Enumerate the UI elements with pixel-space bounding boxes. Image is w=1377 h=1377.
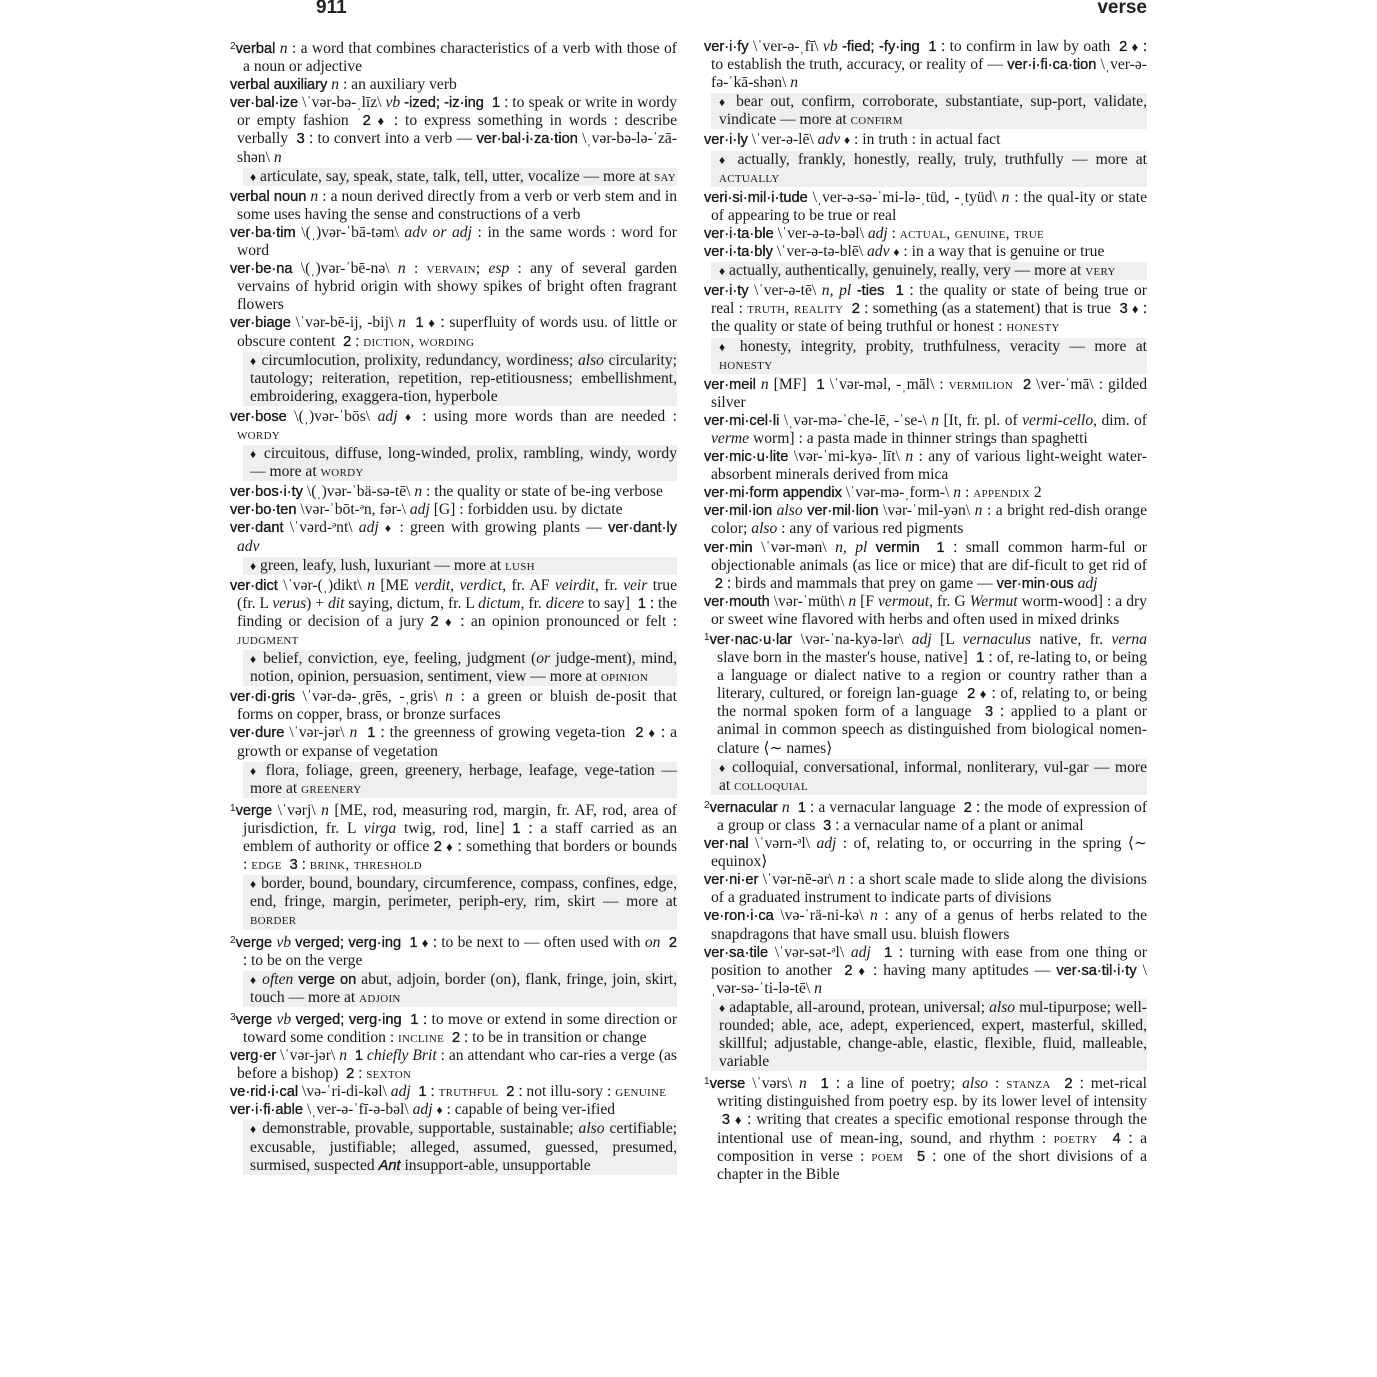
definition: \ˈver-ə-lē\ adv ♦ : in truth : in actual fact bbox=[747, 131, 1001, 149]
dictionary-entry-verily bbox=[704, 131, 1147, 149]
headword: veri·si·mil·i·tude bbox=[704, 189, 808, 206]
headword: ver·bo·ten bbox=[230, 502, 297, 519]
dictionary-entry-verge-2 bbox=[230, 932, 677, 970]
homograph-number: 2 bbox=[230, 41, 236, 52]
dictionary-entry-verbosity bbox=[230, 483, 677, 501]
headword: ver·ni·er bbox=[704, 872, 759, 889]
dictionary-entry-verifiable bbox=[230, 1101, 677, 1119]
homograph-number: 1 bbox=[704, 1076, 710, 1088]
headword: ver·dure bbox=[230, 725, 285, 742]
headword: ver·mouth bbox=[704, 593, 770, 610]
definition: \vər-ˈbōt-ᵊn, fər-\ adj [G] : forbidden usu. by dictate bbox=[296, 501, 623, 519]
headword: ver·be·na bbox=[230, 261, 293, 278]
headword: ver·bal·ize bbox=[230, 95, 299, 112]
headword: ver·i·ta·ble bbox=[704, 225, 774, 242]
synonym-box: ♦ colloquial, conversational, informal, nonliterary, vul-gar — more at colloquial bbox=[711, 759, 1147, 795]
headword: verbal auxiliary bbox=[230, 77, 328, 94]
page-header bbox=[0, 0, 1377, 30]
synonym-box: ♦ border, bound, boundary, circumference, compass, confines, edge, end, fringe, margin, perimeter, periph-ery, rim, skirt — more at border bbox=[243, 875, 677, 929]
definition: \ˈvər-(ˌ)dikt\ n [ME verdit, verdict, fr. AF veirdit, fr. veir true (fr. L verus) + dit saying, dictum, fr. L dictum, fr. dicere to say] 1 : the finding or decision of a jury 2 ♦ : an opinion pronounced or felt : judgment bbox=[237, 576, 677, 648]
dictionary-entry-verbiage bbox=[230, 314, 677, 350]
dictionary-entry-verbalize bbox=[230, 94, 677, 166]
headword: verge bbox=[235, 802, 273, 819]
synonym-box: ♦ belief, conviction, eye, feeling, judgment (or judge-ment), mind, notion, opinion, persuasion, sentiment, view — more at opinion bbox=[243, 650, 677, 686]
dictionary-entry-vermiform-appendix bbox=[704, 484, 1147, 502]
synonym-box: ♦ adaptable, all-around, protean, universal; also mul-tipurpose; well-rounded; able, ace, adept, experienced, expert, masterful, skilled, skillful; adjustable, change-able, elastic, flexible, fluid, malleable, variable bbox=[711, 999, 1147, 1071]
headword: ver·mi·form appendix bbox=[704, 485, 842, 502]
definition: \ˌver-ə-sə-ˈmi-lə-ˌtüd, -ˌtyüd\ n : the qual-ity or state of appearing to be true or real bbox=[711, 188, 1147, 224]
dictionary-entry-vernacular-2 bbox=[704, 797, 1147, 835]
definition: n : a word that combines characteristics of a verb with those of a noun or adjective bbox=[243, 40, 677, 76]
definition: \ˈvər-də-ˌgrēs, -ˌgris\ n : a green or bluish de-posit that forms on copper, brass, or bronze surfaces bbox=[237, 688, 677, 724]
definition: \ˈvər-bē-ij, -bij\ n 1 ♦ : superfluity of words usu. of little or obscure content 2 : diction, wording bbox=[237, 314, 677, 350]
synonym-box: ♦ often verge on abut, adjoin, border (on), flank, fringe, join, skirt, touch — more at adjoin bbox=[243, 971, 677, 1007]
dictionary-entry-veritable bbox=[704, 225, 1147, 243]
dictionary-entry-verify bbox=[704, 38, 1147, 92]
synonym-box: ♦ circumlocution, prolixity, redundancy, wordiness; also circularity; tautology; reiteration, repetition, rep-etitiousness; embellishment, embroidering, exaggera-tion, hyperbole bbox=[243, 352, 677, 406]
dictionary-entry-verboten bbox=[230, 501, 677, 519]
definition: \ˈvər-sət-ᵊl\ adj 1 : turning with ease from one thing or position to another 2 ♦ : having many aptitudes — ver·sa·til·i·ty \ˌvər-sə-ˈti-lə-tē\ n bbox=[711, 943, 1148, 997]
definition: vb verged; verg·ing 1 ♦ : to be next to — often used with on 2 : to be on the verge bbox=[243, 933, 678, 969]
definition: \(ˌ)vər-ˈbōs\ adj ♦ : using more words than are needed : wordy bbox=[237, 407, 678, 443]
headword: ver·meil bbox=[704, 376, 756, 393]
headword: ver·i·ly bbox=[704, 132, 748, 149]
synonym-box: ♦ actually, authentically, genuinely, really, very — more at very bbox=[711, 262, 1147, 280]
synonym-box: ♦ circuitous, diffuse, long-winded, prolix, rambling, windy, wordy — more at wordy bbox=[243, 445, 677, 481]
dictionary-entry-verbose bbox=[230, 408, 677, 444]
headword: ver·i·ta·bly bbox=[704, 244, 773, 261]
dictionary-entry-verity bbox=[704, 282, 1147, 336]
definition: \(ˌ)vər-ˈbä-sə-tē\ n : the quality or state of be-ing verbose bbox=[302, 483, 663, 501]
definition: \(ˌ)vər-ˈbā-təm\ adv or adj : in the same words : word for word bbox=[237, 223, 677, 260]
dictionary-entry-verge-3 bbox=[230, 1009, 677, 1047]
definition: \ˈvərs\ n 1 : a line of poetry; also : stanza 2 : met-rical writing distinguished from poetry esp. by its lower level of intensity 3 ♦ : writing that creates a specific emotional response through the intentional use of mean-ing, sound, and rhythm : poetry 4 : a composition in verse : poem 5 : one of the short divisions of a chapter in the Bible bbox=[717, 1075, 1147, 1183]
definition: \ˈvər-bə-ˌlīz\ vb -ized; -iz·ing 1 : to speak or write in wordy or empty fashion 2 ♦ : to express something in words : describe verbally 3 : to convert into a verb — ver·bal·i·za·tion \ˌvər-bə-lə-ˈzā-shən\ n bbox=[237, 94, 678, 166]
definition: \ˈver-ə-tə-blē\ adv ♦ : in a way that is genuine or true bbox=[772, 243, 1105, 261]
definition: \ˈvər-mən\ n, pl vermin 1 : small common harm-ful or objectionable animals (as lice or mice) that are dif-ficult to get rid of 2 : birds and mammals that prey on game — ver·min·ous adj bbox=[711, 538, 1147, 592]
synonym-box: ♦ flora, foliage, green, greenery, herbage, leafage, vege-tation — more at greenery bbox=[243, 762, 677, 798]
headword: ve·rid·i·cal bbox=[230, 1084, 299, 1101]
dictionary-entry-vernier bbox=[704, 871, 1147, 907]
dictionary-entry-vermiculite bbox=[704, 448, 1147, 484]
dictionary-entry-veridical bbox=[230, 1083, 677, 1101]
dictionary-entry-verdant bbox=[230, 519, 677, 555]
definition: n : a noun derived directly from a verb or verb stem and in some uses having the sense and constructions of a verb bbox=[237, 187, 677, 223]
headword: ve·ron·i·ca bbox=[704, 908, 774, 925]
dictionary-entry-veronica bbox=[704, 907, 1147, 943]
homograph-number: 1 bbox=[704, 632, 710, 643]
headword: ver·mil·ion bbox=[704, 503, 773, 520]
synonym-box: ♦ green, leafy, lush, luxuriant — more at lush bbox=[243, 557, 677, 575]
dictionary-entry-vermouth bbox=[704, 593, 1147, 629]
definition: \ˈvər-jər\ n 1 : the greenness of growing vegeta-tion 2 ♦ : a growth or expanse of vegetation bbox=[237, 724, 677, 760]
dictionary-entry-verdigris bbox=[230, 688, 677, 724]
dictionary-entry-verbal-2 bbox=[230, 38, 677, 76]
dictionary-entry-verisimilitude bbox=[704, 189, 1147, 225]
synonym-box: ♦ demonstrable, provable, supportable, sustainable; also certifiable; excusable, justifiable; alleged, assumed, guessed, presumed, surmised, suspected Ant insupport-able, unsupportable bbox=[243, 1120, 677, 1174]
dictionary-entry-verger bbox=[230, 1047, 677, 1083]
homograph-number: 1 bbox=[230, 802, 236, 814]
left-column bbox=[230, 38, 677, 1177]
headword: ver·bos·i·ty bbox=[230, 484, 303, 501]
headword: ver·ba·tim bbox=[230, 224, 296, 241]
definition: \vər-ˈmüth\ n [F vermout, fr. G Wermut worm-wood] : a dry or sweet wine flavored with herbs and often used in mixed drinks bbox=[711, 592, 1147, 628]
dictionary-entry-verdict bbox=[230, 577, 677, 649]
dictionary-entry-veritably bbox=[704, 243, 1147, 261]
headword: vernacular bbox=[709, 799, 778, 816]
dictionary-entry-verbena bbox=[230, 260, 677, 314]
dictionary-entry-vermicelli bbox=[704, 412, 1147, 448]
headword: verge bbox=[235, 934, 273, 951]
headword: ver·mic·u·lite bbox=[704, 449, 789, 466]
dictionary-entry-verse-1 bbox=[704, 1073, 1147, 1184]
headword: ver·nal bbox=[704, 836, 749, 853]
synonym-box: ♦ bear out, confirm, corroborate, substantiate, sup-port, validate, vindicate — more at confirm bbox=[711, 93, 1147, 129]
headword: ver·i·fi·able bbox=[230, 1102, 303, 1119]
dictionary-entry-vermeil bbox=[704, 376, 1147, 412]
dictionary-entry-verge-1 bbox=[230, 800, 677, 874]
dictionary-entry-verbatim bbox=[230, 224, 677, 260]
headword: verbal bbox=[235, 41, 276, 57]
homograph-number: 3 bbox=[230, 1011, 236, 1023]
definition: \ˈvərd-ᵊnt\ adj ♦ : green with growing plants — ver·dant·ly adv bbox=[237, 519, 678, 555]
definition: vb verged; verg·ing 1 : to move or extend in some direction or toward some condition : incline 2 : to be in transition or change bbox=[243, 1010, 678, 1046]
definition: \ˈvər-nē-ər\ n : a short scale made to slide along the divisions of a graduated instrument to indicate parts of divisions bbox=[711, 871, 1147, 907]
headword: ver·i·ty bbox=[704, 283, 749, 300]
definition: n 1 : a vernacular language 2 : the mode of expression of a group or class 3 : a vernacular name of a plant or animal bbox=[717, 798, 1148, 834]
guide-word: verse bbox=[1097, 0, 1147, 18]
synonym-box: ♦ actually, frankly, honestly, really, truly, truthfully — more at actually bbox=[711, 151, 1147, 187]
page-number: 911 bbox=[316, 0, 347, 18]
headword: ver·biage bbox=[230, 315, 291, 332]
definition: \(ˌ)vər-ˈbē-nə\ n : vervain; esp : any of several garden vervains of hybrid origin with showy spikes of bright often fragrant flowers bbox=[237, 260, 678, 314]
definition: \ˈver-ə-tē\ n, pl -ties 1 : the quality or state of being true or real : truth, reality 2 : something (as a statement) that is true 3 ♦ : the quality or state of being truthful or honest : honesty bbox=[711, 282, 1148, 336]
dictionary-entry-verdure bbox=[230, 724, 677, 760]
headword: ver·i·fy bbox=[704, 39, 749, 55]
headword: ver·bose bbox=[230, 408, 287, 425]
definition: \ˈvər-mə-ˌform-\ n : appendix 2 bbox=[841, 484, 1042, 502]
definition: n [MF] 1 \ˈvər-məl, -ˌmāl\ : vermilion 2 \ver-ˈmā\ : gilded silver bbox=[711, 375, 1147, 411]
headword: ver·dict bbox=[230, 577, 278, 594]
right-column bbox=[704, 38, 1147, 1184]
headword: ver·nac·u·lar bbox=[709, 632, 793, 648]
dictionary-entry-versatile bbox=[704, 944, 1147, 998]
headword: verbal noun bbox=[230, 188, 307, 205]
headword: verse bbox=[709, 1076, 746, 1093]
dictionary-entry-vermin bbox=[704, 539, 1147, 593]
definition: \vər-ˈmi-kyə-ˌlīt\ n : any of various light-weight water-absorbent minerals derived from mica bbox=[711, 448, 1147, 484]
synonym-box: ♦ articulate, say, speak, state, talk, tell, utter, vocalize — more at say bbox=[243, 168, 677, 186]
definition: also ver·mil·lion \vər-ˈmil-yən\ n : a bright red-dish orange color; also : any of various red pigments bbox=[711, 502, 1148, 538]
definition: \ˈver-ə-tə-bəl\ adj : actual, genuine, true bbox=[773, 224, 1044, 242]
definition: \ˈvərj\ n [ME, rod, measuring rod, margin, fr. AF, rod, area of jurisdiction, fr. L virga twig, rod, line] 1 : a staff carried as an emblem of authority or office 2 ♦ : something that borders or bounds : edge 3 : brink, threshold bbox=[243, 801, 678, 874]
headword: ver·mi·cel·li bbox=[704, 412, 780, 429]
homograph-number: 2 bbox=[230, 934, 236, 946]
definition: \vər-ˈna-kyə-lər\ adj [L vernaculus native, fr. verna slave born in the master's house, native] 1 : of, re-lating to, or being a language or dialect native to a region or country rather than a literary, cultured, or foreign lan-guage 2 ♦ : of, relating to, or being the normal spoken form of a language 3 : applied to a plant or animal in common speech as distinguished from biological nomen-clature ⟨∼ names⟩ bbox=[717, 631, 1148, 757]
definition: \ˌver-ə-ˈfī-ə-bəl\ adj ♦ : capable of being ver-ified bbox=[302, 1101, 616, 1119]
definition: n : an auxiliary verb bbox=[331, 76, 457, 94]
headword: ver·di·gris bbox=[230, 689, 295, 706]
definition: \ˈver-ə-ˌfī\ vb -fied; -fy·ing 1 : to confirm in law by oath 2 ♦ : to establish the truth, accuracy, or reality of — ver·i·fi·ca·tion \ˌver-ə-fə-ˈkā-shən\ n bbox=[711, 38, 1148, 92]
dictionary-entry-verbal-noun bbox=[230, 188, 677, 224]
headword: ver·dant bbox=[230, 520, 284, 537]
definition: \və-ˈri-di-kəl\ adj 1 : truthful 2 : not illu-sory : genuine bbox=[298, 1083, 667, 1101]
headword: verge bbox=[235, 1011, 273, 1028]
headword: verg·er bbox=[230, 1048, 277, 1065]
homograph-number: 2 bbox=[704, 799, 710, 811]
dictionary-entry-vernal bbox=[704, 835, 1147, 871]
definition: \ˈvər-jər\ n 1 chiefly Brit : an attendant who car-ries a verge (as before a bishop) 2 : sexton bbox=[237, 1047, 677, 1083]
dictionary-entry-vernacular-1 bbox=[704, 629, 1147, 758]
dictionary-entry-vermilion bbox=[704, 502, 1147, 538]
headword: ver·sa·tile bbox=[704, 944, 769, 961]
dictionary-entry-verbal-auxiliary bbox=[230, 76, 677, 94]
headword: ver·min bbox=[704, 539, 753, 556]
definition: \ˌvər-mə-ˈche-lē, -ˈse-\ n [It, fr. pl. of vermi-cello, dim. of verme worm] : a pasta made in thinner strings than spaghetti bbox=[711, 411, 1147, 447]
synonym-box: ♦ honesty, integrity, probity, truthfulness, veracity — more at honesty bbox=[711, 338, 1147, 374]
definition: \ˈvərn-ᵊl\ adj : of, relating to, or occurring in the spring ⟨∼ equinox⟩ bbox=[711, 835, 1147, 871]
definition: \və-ˈrä-ni-kə\ n : any of a genus of herbs related to the snapdragons that have small usu. bluish flowers bbox=[711, 907, 1147, 943]
